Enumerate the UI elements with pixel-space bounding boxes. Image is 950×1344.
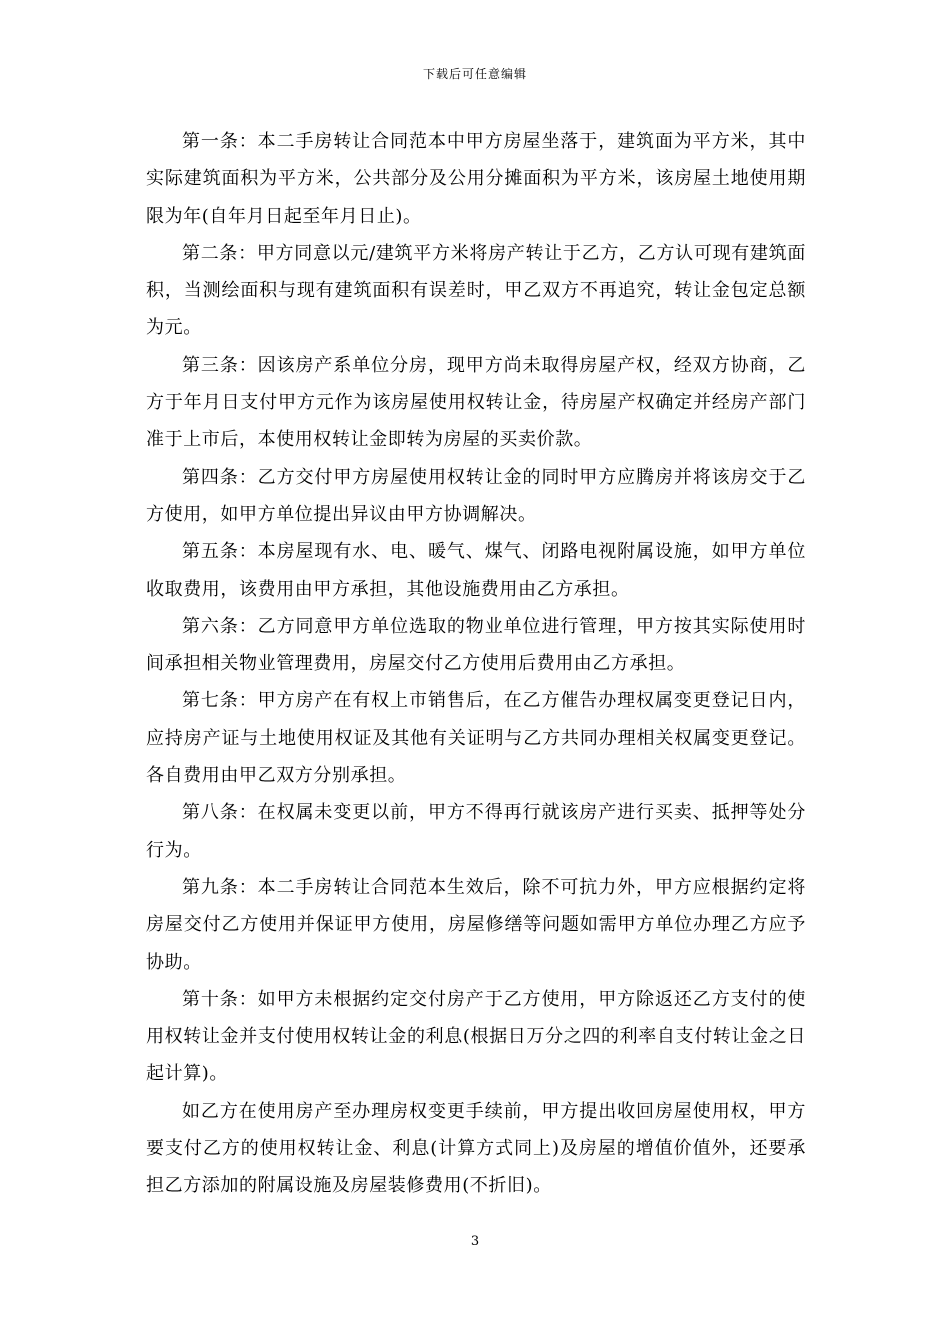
page-header-note: 下载后可任意编辑 xyxy=(422,67,527,81)
clause-10-supplement: 如乙方在使用房产至办理房权变更手续前，甲方提出收回房屋使用权，甲方要支付乙方的使用权转让金、利息(计算方式同上)及房屋的增值价值外，还要承担乙方添加的附属设施及房屋装修费用(不折旧)。 xyxy=(146,1100,806,1197)
clause-1: 第一条：本二手房转让合同范本中甲方房屋坐落于，建筑面为平方米，其中实际建筑面积为平方米，公共部分及公用分摊面积为平方米，该房屋土地使用期限为年(自年月日起至年月日止)。 xyxy=(146,131,806,227)
clause-9: 第九条：本二手房转让合同范本生效后，除不可抗力外，甲方应根据约定将房屋交付乙方使用并保证甲方使用，房屋修缮等问题如需甲方单位办理乙方应予协助。 xyxy=(146,876,806,973)
clause-6: 第六条：乙方同意甲方单位选取的物业单位进行管理，甲方按其实际使用时间承担相关物业管理费用，房屋交付乙方使用后费用由乙方承担。 xyxy=(146,615,806,675)
clause-3: 第三条：因该房产系单位分房，现甲方尚未取得房屋产权，经双方协商，乙方于年月日支付甲方元作为该房屋使用权转让金，待房屋产权确定并经房产部门准于上市后，本使用权转让金即转为房屋的买卖价款。 xyxy=(146,354,806,451)
clause-4: 第四条：乙方交付甲方房屋使用权转让金的同时甲方应腾房并将该房交于乙方使用，如甲方单位提出异议由甲方协调解决。 xyxy=(146,466,806,525)
clause-10: 第十条：如甲方未根据约定交付房产于乙方使用，甲方除返还乙方支付的使用权转让金并支付使用权转让金的利息(根据日万分之四的利率自支付转让金之日起计算)。 xyxy=(146,988,806,1085)
page-number: 3 xyxy=(470,1234,480,1249)
clause-2: 第二条：甲方同意以元/建筑平方米将房产转让于乙方，乙方认可现有建筑面积，当测绘面积与现有建筑面积有误差时，甲乙双方不再追究，转让金包定总额为元。 xyxy=(146,242,806,339)
clause-7: 第七条：甲方房产在有权上市销售后，在乙方催告办理权属变更登记日内，应持房产证与土地使用权证及其他有关证明与乙方共同办理相关权属变更登记。各自费用由甲乙双方分别承担。 xyxy=(146,690,806,787)
document-body xyxy=(146,123,806,1205)
clause-8: 第八条：在权属未变更以前，甲方不得再行就该房产进行买卖、抵押等处分行为。 xyxy=(146,802,806,861)
clause-5: 第五条：本房屋现有水、电、暖气、煤气、闭路电视附属设施，如甲方单位收取费用，该费用由甲方承担，其他设施费用由乙方承担。 xyxy=(146,541,806,600)
